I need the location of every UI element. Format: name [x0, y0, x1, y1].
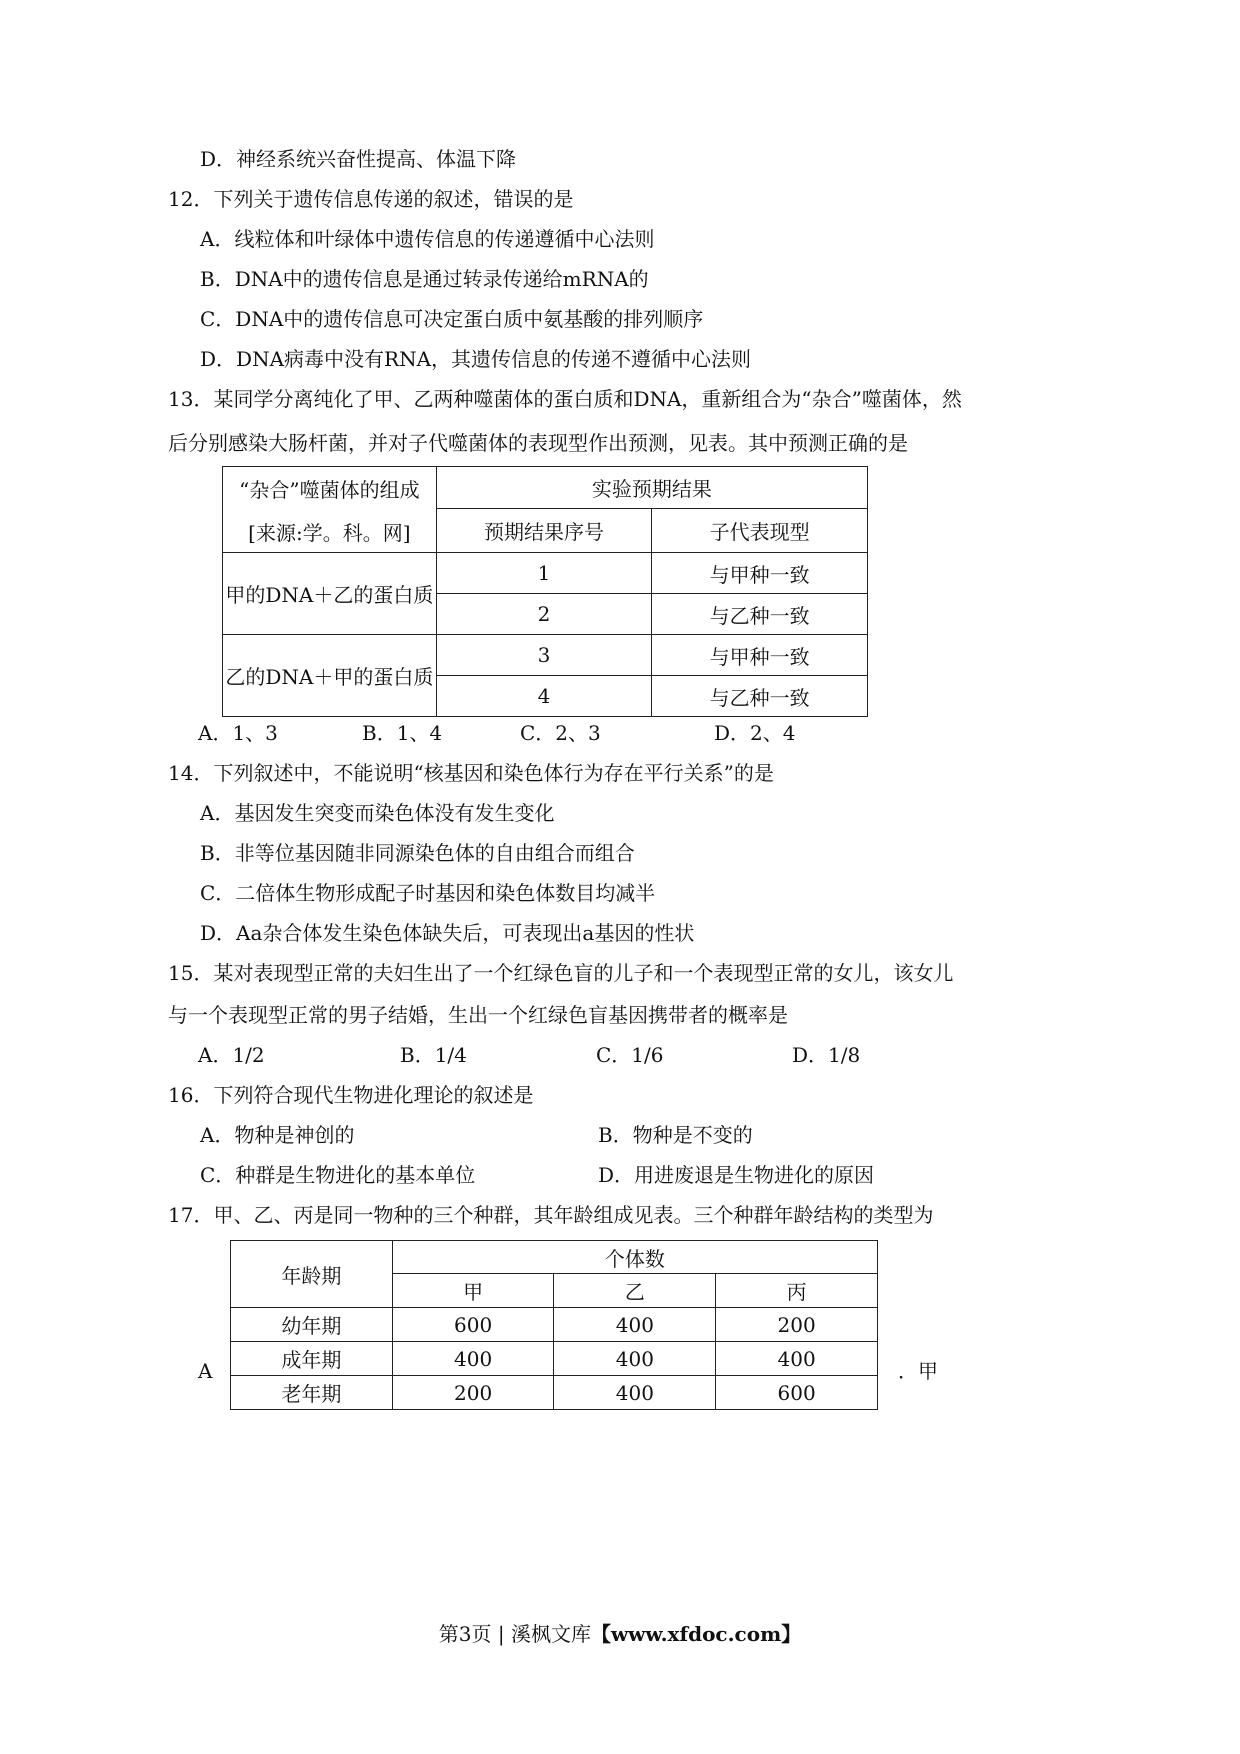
q13-option-a: A．1、3 — [198, 721, 278, 745]
page-number: 第3页 — [438, 1622, 492, 1646]
q17-row-label: 幼年期 — [231, 1308, 393, 1342]
q13-row-no: 2 — [436, 594, 652, 635]
q13-header-composition-text: “杂合”噬菌体的组成 — [239, 477, 420, 502]
q17-row-label: 成年期 — [231, 1342, 393, 1376]
page-footer — [0, 1618, 1240, 1647]
q13-row-result: 与乙种一致 — [652, 594, 868, 635]
q13-row-no: 3 — [436, 635, 652, 676]
q17-header-col: 乙 — [554, 1274, 716, 1308]
q17-cell: 400 — [554, 1376, 716, 1410]
q13-group-1: 甲的DNA＋乙的蛋白质 — [223, 553, 437, 635]
q17-cell: 400 — [554, 1308, 716, 1342]
q15-option-a: A．1/2 — [198, 1043, 265, 1067]
q17-cell: 400 — [554, 1342, 716, 1376]
q16-option-c: C．种群是生物进化的基本单位 — [200, 1163, 476, 1187]
q13-row-result: 与甲种一致 — [652, 553, 868, 594]
q14-option-d: D．Aa杂合体发生染色体缺失后，可表现出a基因的性状 — [200, 921, 695, 945]
q13-option-c: C．2、3 — [520, 721, 601, 745]
q13-row-no: 4 — [436, 676, 652, 717]
q13-header-offspring: 子代表现型 — [652, 509, 868, 553]
q14-option-c: C．二倍体生物形成配子时基因和染色体数目均减半 — [200, 881, 656, 905]
library-name: 溪枫文库 — [510, 1622, 591, 1646]
site-link[interactable]: 【www.xfdoc.com】 — [590, 1622, 802, 1646]
q13-option-d: D．2、4 — [714, 721, 796, 745]
q16-option-a: A．物种是神创的 — [200, 1123, 355, 1147]
q17-cell: 400 — [392, 1342, 554, 1376]
q13-header-composition — [223, 467, 437, 553]
q13-group-2: 乙的DNA＋甲的蛋白质 — [223, 635, 437, 717]
q11-option-d: D．神经系统兴奋性提高、体温下降 — [200, 147, 517, 171]
q17-cell: 600 — [716, 1376, 878, 1410]
q17-table — [230, 1240, 878, 1410]
q17-header-col: 丙 — [716, 1274, 878, 1308]
q16-option-d: D．用进废退是生物进化的原因 — [598, 1163, 875, 1187]
q17-header-col: 甲 — [392, 1274, 554, 1308]
q14-option-a: A．基因发生突变而染色体没有发生变化 — [200, 801, 555, 825]
q15-option-b: B．1/4 — [400, 1043, 467, 1067]
q15-stem-line1: 15．某对表现型正常的夫妇生出了一个红绿色盲的儿子和一个表现型正常的女儿，该女儿 — [168, 961, 954, 985]
q13-stem-line2: 后分别感染大肠杆菌，并对子代噬菌体的表现型作出预测，见表。其中预测正确的是 — [168, 431, 908, 455]
q17-cell: 400 — [716, 1342, 878, 1376]
q17-stem: 17．甲、乙、丙是同一物种的三个种群，其年龄组成见表。三个种群年龄结构的类型为 — [168, 1203, 934, 1227]
footer-separator: | — [491, 1622, 511, 1646]
q17-cell: 200 — [716, 1308, 878, 1342]
q12-stem: 12．下列关于遗传信息传递的叙述，错误的是 — [168, 187, 574, 211]
q17-cell: 600 — [392, 1308, 554, 1342]
q14-option-b: B．非等位基因随非同源染色体的自由组合而组合 — [200, 841, 635, 865]
q13-row-result: 与乙种一致 — [652, 676, 868, 717]
q12-option-c: C．DNA中的遗传信息可决定蛋白质中氨基酸的排列顺序 — [200, 307, 704, 331]
q15-option-c: C．1/6 — [596, 1043, 664, 1067]
q13-option-b: B．1、4 — [362, 721, 443, 745]
q12-option-b: B．DNA中的遗传信息是通过转录传递给mRNA的 — [200, 267, 649, 291]
q13-header-result-no: 预期结果序号 — [436, 509, 652, 553]
q17-option-a-text: ．甲 — [898, 1359, 938, 1383]
q15-option-d: D．1/8 — [792, 1043, 861, 1067]
q13-header-source-text: [来源:学。科。网] — [248, 520, 411, 545]
q17-header-age: 年龄期 — [231, 1241, 393, 1308]
q16-stem: 16．下列符合现代生物进化理论的叙述是 — [168, 1083, 534, 1107]
q16-option-b: B．物种是不变的 — [598, 1123, 753, 1147]
q17-row-label: 老年期 — [231, 1376, 393, 1410]
q13-row-no: 1 — [436, 553, 652, 594]
q13-table — [222, 466, 868, 717]
q17-cell: 200 — [392, 1376, 554, 1410]
q13-header-expected: 实验预期结果 — [436, 467, 867, 509]
q17-option-a-letter: A — [198, 1359, 213, 1383]
q17-header-count: 个体数 — [392, 1241, 877, 1274]
q13-row-result: 与甲种一致 — [652, 635, 868, 676]
q14-stem: 14．下列叙述中，不能说明“核基因和染色体行为存在平行关系”的是 — [168, 761, 774, 785]
q12-option-d: D．DNA病毒中没有RNA，其遗传信息的传递不遵循中心法则 — [200, 347, 752, 371]
q12-option-a: A．线粒体和叶绿体中遗传信息的传递遵循中心法则 — [200, 227, 655, 251]
q15-stem-line2: 与一个表现型正常的男子结婚，生出一个红绿色盲基因携带者的概率是 — [168, 1003, 788, 1027]
q13-stem-line1: 13．某同学分离纯化了甲、乙两种噬菌体的蛋白质和DNA，重新组合为“杂合”噬菌体，然 — [168, 387, 962, 411]
